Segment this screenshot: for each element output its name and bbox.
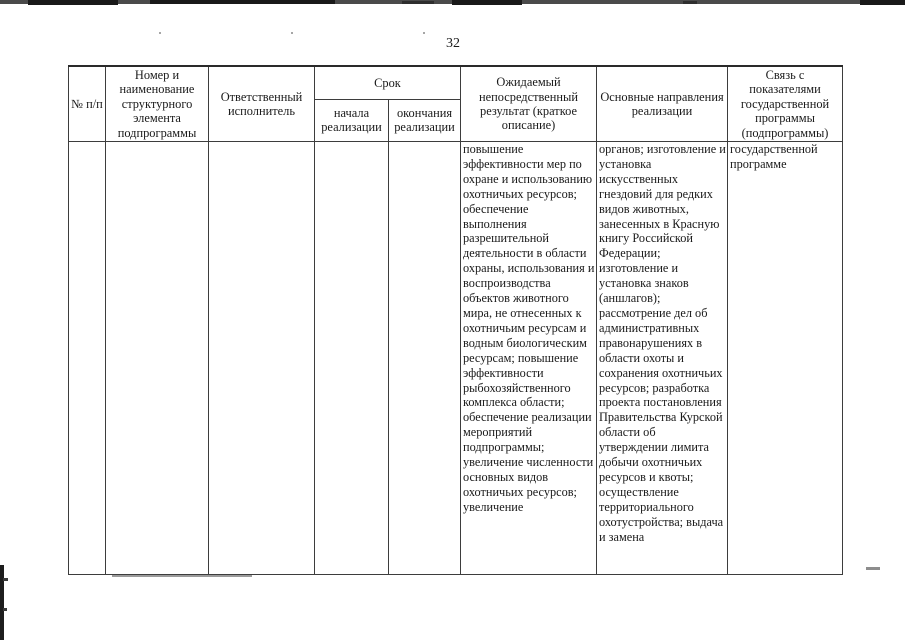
scan-artifact <box>683 1 697 4</box>
scan-artifact <box>3 608 7 611</box>
body-cell-executor <box>209 142 315 575</box>
header-cell-result: Ожидаемый непосредственный результат (краткое описание) <box>461 66 597 142</box>
body-cell-name <box>106 142 209 575</box>
scan-artifact <box>860 0 905 5</box>
scan-speck <box>159 32 161 34</box>
page-number: 32 <box>446 36 460 51</box>
header-cell-term-start: начала реализации <box>315 99 389 141</box>
header-cell-num: № п/п <box>69 66 106 142</box>
scan-artifact <box>866 567 880 570</box>
header-cell-term-end: окончания реализации <box>389 99 461 141</box>
scan-speck <box>291 32 293 34</box>
body-cell-term-start <box>315 142 389 575</box>
header-cell-executor: Ответственный исполнитель <box>209 66 315 142</box>
body-cell-term-end <box>389 142 461 575</box>
scan-artifact <box>452 0 522 5</box>
program-elements-table <box>68 65 843 575</box>
scan-speck <box>423 32 425 34</box>
header-cell-directions: Основные направления реализации <box>597 66 728 142</box>
scan-artifact <box>402 1 434 4</box>
scan-artifact-left-strip <box>0 565 4 640</box>
header-cell-term: Срок <box>315 66 461 99</box>
body-cell-directions: органов; изготовление и установка искусственных гнездовий для редких видов животных, занесенных в Красную книгу Российской Федерации; изготовление и установка знаков (аншлагов); рассмотрение дел об административных правонарушениях в области охоты и сохранения охотничьих ресурсов; разработка проекта постановления Правительства Курской области об утверждении лимита добычи охотничьих ресурсов и квоты; осуществление территориального охотустройства; выдача и замена <box>597 142 728 575</box>
scan-artifact <box>28 0 118 5</box>
body-cell-link: государственной программе <box>728 142 843 575</box>
scan-artifact <box>3 578 8 581</box>
table-row <box>69 142 843 575</box>
body-cell-num <box>69 142 106 575</box>
body-cell-result: повышение эффективности мер по охране и использованию охотничьих ресурсов; обеспечение выполнения разрешительной деятельности в области охраны, использования и воспроизводства объектов животного мира, не отнесенных к охотничьим ресурсам и водным биологическим ресурсам; повышение эффективности рыбохозяйственного комплекса области; обеспечение реализации мероприятий подпрограммы; увеличение численности основных видов охотничьих ресурсов; увеличение <box>461 142 597 575</box>
header-cell-name: Номер и наименование структурного элемента подпрограммы <box>106 66 209 142</box>
scan-artifact <box>150 0 335 4</box>
header-cell-link: Связь с показателями государственной программы (подпрограммы) <box>728 66 843 142</box>
